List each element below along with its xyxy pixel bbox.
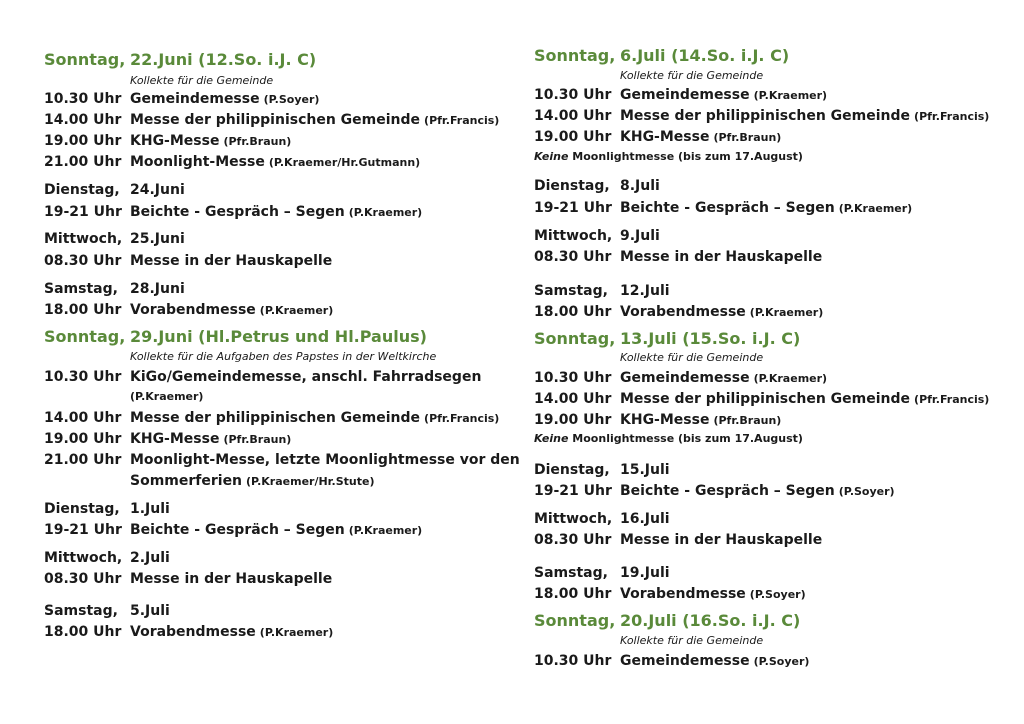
schedule-entry-continuation	[44, 473, 504, 489]
schedule-entry	[534, 653, 994, 669]
time-label: 19-21 Uhr	[534, 200, 612, 216]
sunday-heading	[534, 46, 994, 65]
day-label: Sonntag,	[44, 327, 126, 346]
day-label: Dienstag,	[44, 182, 120, 198]
time-label: 19.00 Uhr	[534, 412, 612, 428]
kollekte-note: Kollekte für die Gemeinde	[130, 74, 274, 87]
celebrant-label: (Pfr.Braun)	[713, 131, 782, 144]
note-text: Moonlightmesse (bis zum 17.August)	[572, 432, 803, 445]
time-label: 14.00 Uhr	[44, 112, 122, 128]
celebrant-label: (Pfr.Francis)	[914, 393, 990, 406]
date-label: 22.Juni (12.So. i.J. C)	[130, 50, 317, 69]
schedule-entry	[534, 108, 994, 124]
celebrant-label: (Pfr.Braun)	[223, 135, 292, 148]
event-label: KiGo/Gemeindemesse, anschl. Fahrradsegen	[130, 369, 482, 385]
time-label: 10.30 Uhr	[44, 91, 122, 107]
sunday-heading	[534, 329, 994, 348]
day-heading	[534, 462, 994, 478]
event-label: Messe in der Hauskapelle	[130, 253, 333, 269]
time-label: 08.30 Uhr	[44, 253, 122, 269]
event-label: Messe der philippinischen Gemeinde	[620, 108, 911, 124]
schedule-entry	[44, 452, 520, 468]
event-label: Gemeindemesse	[620, 87, 750, 103]
celebrant-label: (P.Kraemer/Hr.Gutmann)	[268, 156, 421, 169]
date-label: 16.Juli	[620, 511, 670, 527]
time-label: 10.30 Uhr	[534, 370, 612, 386]
schedule-entry	[534, 391, 994, 407]
time-label: 19.00 Uhr	[44, 133, 122, 149]
day-label: Sonntag,	[534, 611, 616, 630]
keine-label: Keine	[534, 150, 569, 163]
schedule-entry	[44, 204, 504, 220]
date-label: 13.Juli (15.So. i.J. C)	[620, 329, 801, 348]
day-label: Mittwoch,	[44, 231, 123, 247]
celebrant-label: (P.Kraemer)	[749, 306, 824, 319]
time-label: 10.30 Uhr	[44, 369, 122, 385]
event-label: Beichte - Gespräch – Segen	[130, 204, 345, 220]
schedule-entry	[44, 133, 504, 149]
time-label: 14.00 Uhr	[534, 108, 612, 124]
schedule-entry	[44, 410, 504, 426]
date-label: 25.Juni	[130, 231, 185, 247]
schedule-entry	[534, 87, 994, 103]
schedule-entry	[534, 412, 994, 428]
celebrant-label: (P.Soyer)	[749, 588, 806, 601]
sunday-heading	[44, 50, 504, 69]
time-label: 21.00 Uhr	[44, 154, 122, 170]
celebrant-label: (P.Kraemer)	[348, 524, 423, 537]
celebrant-label: (P.Kraemer/Hr.Stute)	[246, 475, 375, 488]
date-label: 6.Juli (14.So. i.J. C)	[620, 46, 790, 65]
schedule-entry	[44, 369, 504, 385]
time-label: 19.00 Uhr	[44, 431, 122, 447]
day-heading	[534, 228, 994, 244]
day-heading	[44, 281, 504, 297]
schedule-entry	[44, 522, 504, 538]
day-heading	[44, 550, 504, 566]
day-label: Mittwoch,	[534, 228, 613, 244]
schedule-entry	[44, 431, 504, 447]
time-label: 08.30 Uhr	[534, 249, 612, 265]
time-label: 14.00 Uhr	[44, 410, 122, 426]
event-label: Beichte - Gespräch – Segen	[130, 522, 345, 538]
date-label: 2.Juli	[130, 550, 170, 566]
time-label: 14.00 Uhr	[534, 391, 612, 407]
day-heading	[534, 283, 994, 299]
time-label: 21.00 Uhr	[44, 452, 122, 468]
event-label: Beichte - Gespräch – Segen	[620, 483, 835, 499]
celebrant-label: (P.Kraemer)	[348, 206, 423, 219]
event-label: KHG-Messe	[130, 431, 220, 447]
schedule-entry-continuation	[44, 390, 504, 403]
kollekte-note: Kollekte für die Aufgaben des Papstes in der Weltkirche	[130, 350, 437, 363]
time-label: 19-21 Uhr	[44, 204, 122, 220]
kollekte-note: Kollekte für die Gemeinde	[620, 69, 764, 82]
schedule-entry	[534, 483, 994, 499]
kollekte-note: Kollekte für die Gemeinde	[620, 634, 764, 647]
celebrant-label: (P.Soyer)	[838, 485, 895, 498]
day-heading	[534, 565, 994, 581]
event-label: Gemeindemesse	[130, 91, 260, 107]
day-label: Samstag,	[534, 565, 608, 581]
sunday-heading	[534, 611, 994, 630]
schedule-entry	[534, 129, 994, 145]
time-label: 10.30 Uhr	[534, 653, 612, 669]
time-label: 10.30 Uhr	[534, 87, 612, 103]
celebrant-label: (P.Kraemer)	[259, 304, 334, 317]
event-label: Sommerferien	[130, 473, 243, 489]
schedule-entry	[44, 112, 504, 128]
celebrant-label: (P.Kraemer)	[838, 202, 913, 215]
day-label: Samstag,	[44, 281, 118, 297]
celebrant-label: (Pfr.Braun)	[223, 433, 292, 446]
schedule-entry	[534, 249, 994, 265]
event-label: Messe in der Hauskapelle	[130, 571, 333, 587]
celebrant-label: (P.Soyer)	[263, 93, 320, 106]
event-label: Moonlight-Messe	[130, 154, 265, 170]
day-heading	[44, 501, 504, 517]
event-label: Vorabendmesse	[620, 304, 746, 320]
event-label: KHG-Messe	[130, 133, 220, 149]
event-label: Messe der philippinischen Gemeinde	[130, 410, 421, 426]
celebrant-label: (Pfr.Francis)	[424, 412, 500, 425]
day-heading	[534, 511, 994, 527]
celebrant-label: (Pfr.Braun)	[713, 414, 782, 427]
event-label: Messe der philippinischen Gemeinde	[130, 112, 421, 128]
time-label: 18.00 Uhr	[44, 624, 122, 640]
date-label: 1.Juli	[130, 501, 170, 517]
day-label: Sonntag,	[44, 50, 126, 69]
schedule-entry	[534, 304, 994, 320]
day-label: Dienstag,	[534, 462, 610, 478]
moonlight-note	[534, 150, 803, 163]
kollekte-note: Kollekte für die Gemeinde	[620, 351, 764, 364]
event-label: Vorabendmesse	[130, 624, 256, 640]
date-label: 15.Juli	[620, 462, 670, 478]
celebrant-label: (P.Soyer)	[753, 655, 810, 668]
celebrant-label: (P.Kraemer)	[753, 372, 828, 385]
day-label: Dienstag,	[534, 178, 610, 194]
schedule-entry	[534, 532, 994, 548]
schedule-entry	[44, 302, 504, 318]
time-label: 08.30 Uhr	[44, 571, 122, 587]
event-label: Beichte - Gespräch – Segen	[620, 200, 835, 216]
time-label: 19-21 Uhr	[534, 483, 612, 499]
day-heading	[44, 603, 504, 619]
event-label: Vorabendmesse	[620, 586, 746, 602]
event-label: Vorabendmesse	[130, 302, 256, 318]
day-label: Dienstag,	[44, 501, 120, 517]
day-heading	[534, 178, 994, 194]
date-label: 29.Juni (Hl.Petrus und Hl.Paulus)	[130, 327, 427, 346]
date-label: 8.Juli	[620, 178, 660, 194]
schedule-entry	[44, 154, 504, 170]
day-label: Samstag,	[44, 603, 118, 619]
celebrant-label: (P.Kraemer)	[130, 390, 204, 403]
time-label: 18.00 Uhr	[44, 302, 122, 318]
schedule-entry	[534, 370, 994, 386]
celebrant-label: (P.Kraemer)	[753, 89, 828, 102]
date-label: 5.Juli	[130, 603, 170, 619]
date-label: 9.Juli	[620, 228, 660, 244]
schedule-entry	[44, 624, 504, 640]
event-label: Gemeindemesse	[620, 370, 750, 386]
day-label: Sonntag,	[534, 329, 616, 348]
day-heading	[44, 182, 504, 198]
day-heading	[44, 231, 504, 247]
keine-label: Keine	[534, 432, 569, 445]
event-label: KHG-Messe	[620, 412, 710, 428]
day-label: Mittwoch,	[44, 550, 123, 566]
celebrant-label: (P.Kraemer)	[259, 626, 334, 639]
event-label: Messe in der Hauskapelle	[620, 249, 823, 265]
time-label: 19.00 Uhr	[534, 129, 612, 145]
date-label: 12.Juli	[620, 283, 670, 299]
moonlight-note	[534, 432, 803, 445]
celebrant-label: (Pfr.Francis)	[424, 114, 500, 127]
date-label: 28.Juni	[130, 281, 185, 297]
schedule-entry	[44, 253, 504, 269]
date-label: 19.Juli	[620, 565, 670, 581]
day-label: Sonntag,	[534, 46, 616, 65]
day-label: Mittwoch,	[534, 511, 613, 527]
time-label: 19-21 Uhr	[44, 522, 122, 538]
event-label: Messe in der Hauskapelle	[620, 532, 823, 548]
event-label: Messe der philippinischen Gemeinde	[620, 391, 911, 407]
schedule-entry	[534, 200, 994, 216]
sunday-heading	[44, 327, 504, 346]
date-label: 24.Juni	[130, 182, 185, 198]
celebrant-label: (Pfr.Francis)	[914, 110, 990, 123]
event-label: Moonlight-Messe, letzte Moonlightmesse vor den	[130, 452, 520, 468]
note-text: Moonlightmesse (bis zum 17.August)	[572, 150, 803, 163]
time-label: 18.00 Uhr	[534, 304, 612, 320]
event-label: KHG-Messe	[620, 129, 710, 145]
schedule-entry	[44, 571, 504, 587]
event-label: Gemeindemesse	[620, 653, 750, 669]
schedule-entry	[534, 586, 994, 602]
day-label: Samstag,	[534, 283, 608, 299]
schedule-entry	[44, 91, 504, 107]
date-label: 20.Juli (16.So. i.J. C)	[620, 611, 801, 630]
time-label: 08.30 Uhr	[534, 532, 612, 548]
time-label: 18.00 Uhr	[534, 586, 612, 602]
